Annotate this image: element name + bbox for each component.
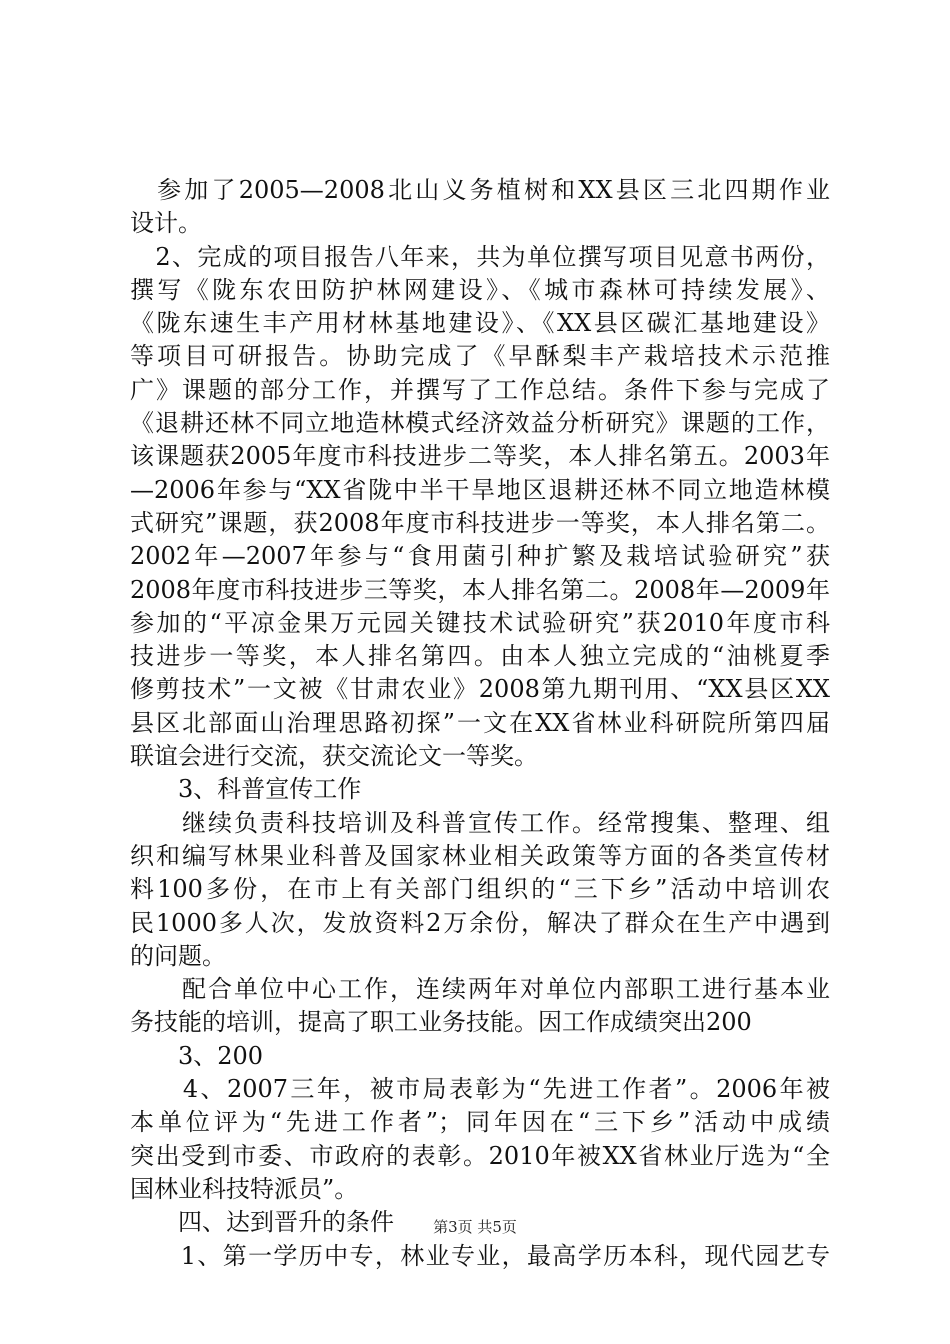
text-line: 该课题获2005年度市科技进步二等奖，本人排名第五。2003年 [130, 442, 830, 471]
text-line: 2002年—2007年参与“食用菌引种扩繁及栽培试验研究”获 [130, 542, 830, 571]
text-line: 技进步一等奖，本人排名第四。由本人独立完成的“油桃夏季 [130, 642, 830, 671]
text-line: 撰写《陇东农田防护林网建设》、《城市森林可持续发展》、 [130, 275, 830, 304]
text-line: 继续负责科技培训及科普宣传工作。经常搜集、整理、组 [130, 808, 830, 837]
text-line: 修剪技术”一文被《甘肃农业》2008第九期刊用、“XX县区XX [130, 675, 830, 704]
text-line: 2008年度市科技进步三等奖，本人排名第二。2008年—2009年 [130, 575, 830, 604]
page-footer: 第3页 共5页 [433, 1218, 517, 1236]
text-line: 突出受到市委、市政府的表彰。2010年被XX省林业厅选为“全 [130, 1141, 830, 1170]
text-line: 国林业科技特派员”。 [130, 1174, 359, 1203]
text-line: 式研究”课题，获2008年度市科技进步一等奖，本人排名第二。 [130, 508, 830, 537]
text-line: 料100多份，在市上有关部门组织的“三下乡”活动中培训农 [130, 875, 830, 904]
text-line: 《退耕还林不同立地造林模式经济效益分析研究》课题的工作， [130, 409, 830, 438]
text-line: 设计。 [130, 209, 202, 238]
document-body [130, 174, 830, 1273]
text-line: 县区北部面山治理思路初探”一文在XX省林业科研院所第四届 [130, 708, 830, 737]
text-line: 3、200 [130, 1041, 264, 1070]
text-line: 务技能的培训，提高了职工业务技能。因工作成绩突出200 [130, 1008, 752, 1037]
text-line: —2006年参与“XX省陇中半干旱地区退耕还林不同立地造林模 [130, 475, 830, 504]
text-line: 2、完成的项目报告八年来，共为单位撰写项目见意书两份， [130, 242, 830, 271]
text-line: 4、2007三年，被市局表彰为“先进工作者”。2006年被 [130, 1075, 830, 1104]
text-line: 参加的“平凉金果万元园关键技术试验研究”获2010年度市科 [130, 608, 830, 637]
text-line: 3、科普宣传工作 [130, 775, 362, 804]
text-line: 本单位评为“先进工作者”；同年因在“三下乡”活动中成绩 [130, 1108, 830, 1137]
text-line: 四、达到晋升的条件 [130, 1208, 394, 1237]
text-line: 民1000多人次，发放资料2万余份，解决了群众在生产中遇到 [130, 908, 830, 937]
text-line: 广》课题的部分工作，并撰写了工作总结。条件下参与完成了 [130, 375, 830, 404]
text-line: 等项目可研报告。协助完成了《早酥梨丰产栽培技术示范推 [130, 342, 830, 371]
text-line: 织和编写林果业科普及国家林业相关政策等方面的各类宣传材 [130, 841, 830, 870]
text-line: 的问题。 [130, 941, 226, 970]
text-line: 1、第一学历中专，林业专业，最高学历本科，现代园艺专 [130, 1241, 830, 1270]
text-line: 联谊会进行交流，获交流论文一等奖。 [130, 742, 538, 771]
text-line: 《陇东速生丰产用材林基地建设》、《XX县区碳汇基地建设》 [130, 309, 830, 338]
text-line: 参加了2005—2008北山义务植树和XX县区三北四期作业 [130, 176, 830, 204]
text-line: 配合单位中心工作，连续两年对单位内部职工进行基本业 [130, 975, 830, 1004]
